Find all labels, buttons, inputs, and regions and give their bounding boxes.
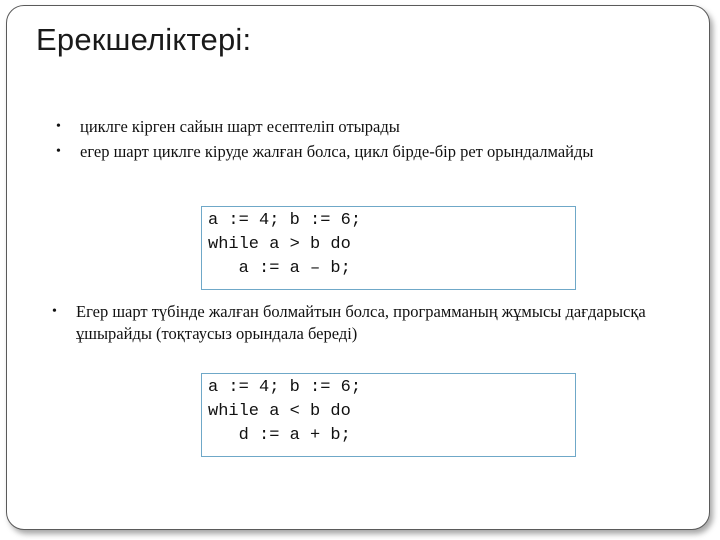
- code-line: while a > b do: [208, 235, 351, 254]
- bullet-dot-icon: •: [56, 144, 61, 159]
- code-block-1: [201, 206, 576, 290]
- bullet-item: [56, 141, 616, 163]
- code-line: a := 4; b := 6;: [208, 378, 362, 397]
- bullet-text: егер шарт циклге кіруде жалған болса, цикл бірде-бір рет орындалмайды: [80, 142, 594, 161]
- code-line: while a < b do: [208, 402, 351, 421]
- bullet-list-top: [56, 116, 616, 166]
- bullet-item: [56, 116, 616, 138]
- slide-title: Ерекшеліктері:: [36, 22, 252, 57]
- code-line: a := 4; b := 6;: [208, 211, 362, 230]
- bullet-item: [52, 301, 652, 345]
- code-line: d := a + b;: [208, 426, 351, 445]
- code-block-2: [201, 373, 576, 457]
- bullet-text: Егер шарт түбінде жалған болмайтын болса, программаның жұмысы дағдарысқа ұшырайды (тоқтаусыз орындала береді): [76, 302, 646, 343]
- bullet-text: циклге кірген сайын шарт есептеліп отырады: [80, 117, 400, 136]
- bullet-dot-icon: •: [52, 304, 57, 319]
- bullet-list-bottom: [52, 301, 652, 348]
- bullet-dot-icon: •: [56, 119, 61, 134]
- code-line: a := a – b;: [208, 259, 351, 278]
